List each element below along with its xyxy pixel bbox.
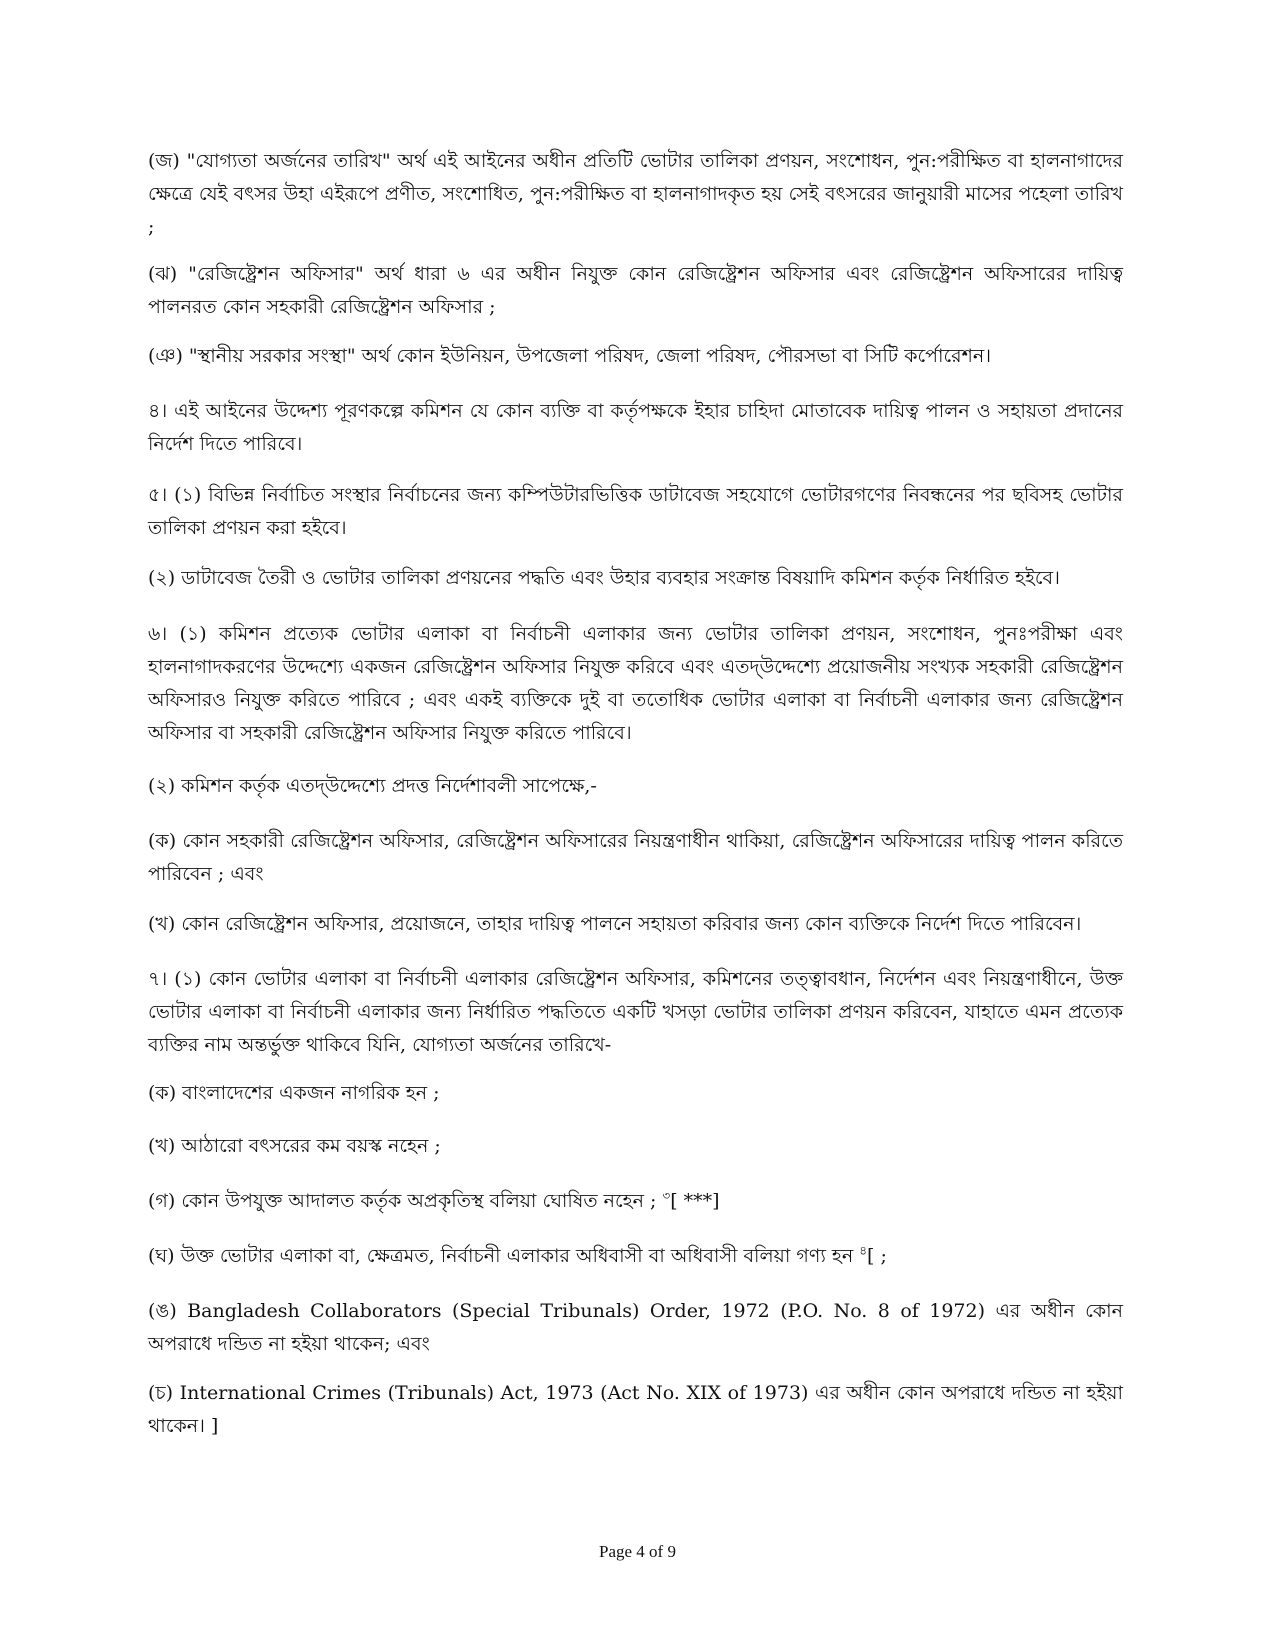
paragraph-text: (ঘ) উক্ত ভোটার এলাকা বা, ক্ষেত্রমত, নির্বাচনী এলাকার অধিবাসী বা অধিবাসী বলিয়া গণ্য হন (148, 1245, 860, 1267)
paragraph-section-6-1: ৬। (১) কমিশন প্রত্যেক ভোটার এলাকা বা নির্বাচনী এলাকার জন্য ভোটার তালিকা প্রণয়ন, সংশোধন, পুনঃপরীক্ষা এবং হালনাগাদকরণের উদ্দেশ্যে একজন রেজিষ্ট্রেশন অফিসার নিযুক্ত করিবে এবং এতদ্‌উদ্দেশ্যে প্রয়োজনীয় সংখ্যক সহকারী রেজিষ্ট্রেশন অফিসারও নিযুক্ত করিতে পারিবে ; এবং একই ব্যক্তিকে দুই বা ততোধিক ভোটার এলাকা বা নির্বাচনী এলাকার জন্য রেজিষ্ট্রেশন অফিসার বা সহকারী রেজিষ্ট্রেশন অফিসার নিযুক্ত করিতে পারিবে। (148, 623, 1123, 744)
page-number: Page 4 of 9 (599, 1542, 676, 1561)
paragraph-section-7-umo: (ঙ) Bangladesh Collaborators (Special Tribunals) Order, 1972 (P.O. No. 8 of 1972) এর অধীন কোন অপরাধে দন্ডিত না হইয়া থাকেন; এবং (148, 1300, 1123, 1355)
paragraph-section-7-ka: (ক) বাংলাদেশের একজন নাগরিক হন ; (148, 1082, 440, 1104)
paragraph-section-7-1: ৭। (১) কোন ভোটার এলাকা বা নির্বাচনী এলাকার রেজিষ্ট্রেশন অফিসার, কমিশনের তত্ত্বাবধান, নির্দেশন এবং নিয়ন্ত্রণাধীনে, উক্ত ভোটার এলাকা বা নির্বাচনী এলাকার জন্য নির্ধারিত পদ্ধতিতে একটি খসড়া ভোটার তালিকা প্রণয়ন করিবেন, যাহাতে এমন প্রত্যেক ব্যক্তির নাম অন্তর্ভুক্ত থাকিবে যিনি, যোগ্যতা অর্জনের তারিখে- (148, 968, 1123, 1056)
paragraph-3-j: (জ) "যোগ্যতা অর্জনের তারিখ" অর্থ এই আইনের অধীন প্রতিটি ভোটার তালিকা প্রণয়ন, সংশোধন, পুন:পরীক্ষিত বা হালনাগাদের ক্ষেত্রে যেই বৎসর উহা এইরূপে প্রণীত, সংশোধিত, পুন:পরীক্ষিত বা হালনাগাদকৃত হয় সেই বৎসরের জানুয়ারী মাসের পহেলা তারিখ ; (148, 150, 1123, 238)
paragraph-section-7-ga (148, 1185, 1123, 1218)
omission-marker: [ ***] (670, 1190, 720, 1212)
paragraph-section-7-cha: (চ) International Crimes (Tribunals) Act, 1973 (Act No. XIX of 1973) এর অধীন কোন অপরাধে দন্ডিত না হইয়া থাকেন। ] (148, 1382, 1123, 1437)
paragraph-section-7-gha (148, 1240, 1123, 1273)
footnote-marker: ৪ (859, 1243, 868, 1258)
paragraph-section-5-1: ৫। (১) বিভিন্ন নির্বাচিত সংস্থার নির্বাচনের জন্য কম্পিউটারভিত্তিক ডাটাবেজ সহযোগে ভোটারগণের নিবন্ধনের পর ছবিসহ ভোটার তালিকা প্রণয়ন করা হইবে। (148, 484, 1123, 539)
paragraph-section-7-kha: (খ) আঠারো বৎসরের কম বয়স্ক নহেন ; (148, 1135, 441, 1157)
paragraph-section-6-2-kha: (খ) কোন রেজিষ্ট্রেশন অফিসার, প্রয়োজনে, তাহার দায়িত্ব পালনে সহায়তা করিবার জন্য কোন ব্যক্তিকে নির্দেশ দিতে পারিবেন। (148, 913, 1082, 935)
paragraph-text: (গ) কোন উপযুক্ত আদালত কর্তৃক অপ্রকৃতিস্থ বলিয়া ঘোষিত নহেন ; (148, 1190, 663, 1212)
footnote-marker: ৩ (662, 1188, 671, 1203)
paragraph-3-jh: (ঝ) "রেজিষ্ট্রেশন অফিসার" অর্থ ধারা ৬ এর অধীন নিযুক্ত কোন রেজিষ্ট্রেশন অফিসার এবং রেজিষ্ট্রেশন অফিসারের দায়িত্ব পালনরত কোন সহকারী রেজিষ্ট্রেশন অফিসার ; (148, 263, 1123, 318)
bracket-marker: [ ; (867, 1245, 887, 1267)
paragraph-section-6-2: (২) কমিশন কর্তৃক এতদ্‌উদ্দেশ্যে প্রদত্ত নির্দেশাবলী সাপেক্ষে,- (148, 775, 597, 797)
paragraph-3-ny: (ঞ) "স্থানীয় সরকার সংস্থা" অর্থ কোন ইউনিয়ন, উপজেলা পরিষদ, জেলা পরিষদ, পৌরসভা বা সিটি কর্পোরেশন। (148, 345, 991, 367)
paragraph-section-5-2: (২) ডাটাবেজ তৈরী ও ভোটার তালিকা প্রণয়নের পদ্ধতি এবং উহার ব্যবহার সংক্রান্ত বিষয়াদি কমিশন কর্তৃক নির্ধারিত হইবে। (148, 567, 1060, 589)
paragraph-section-4: ৪। এই আইনের উদ্দেশ্য পূরণকল্পে কমিশন যে কোন ব্যক্তি বা কর্তৃপক্ষকে ইহার চাহিদা মোতাবেক দায়িত্ব পালন ও সহায়তা প্রদানের নির্দেশ দিতে পারিবে। (148, 400, 1123, 455)
paragraph-section-6-2-ka: (ক) কোন সহকারী রেজিষ্ট্রেশন অফিসার, রেজিষ্ট্রেশন অফিসারের নিয়ন্ত্রণাধীন থাকিয়া, রেজিষ্ট্রেশন অফিসারের দায়িত্ব পালন করিতে পারিবেন ; এবং (148, 830, 1123, 885)
